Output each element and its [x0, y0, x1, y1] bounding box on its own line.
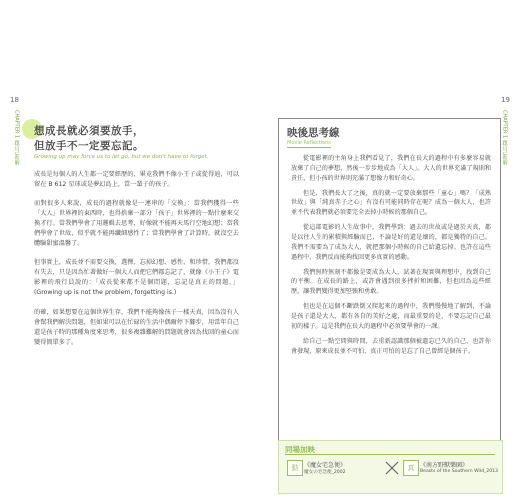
related-movie-subtitle: 魔女の宅急便_2002 — [304, 470, 346, 475]
chapter-side-tab-left — [11, 110, 21, 168]
pull-quote — [34, 124, 144, 154]
paragraph: 從這部電影的人生故事中，我們學到：過去的世故或是過於天真，都是以往人生的累積與經驗而已，不論是好的還是壞的，都是獨特的自己。我們不需要為了成為大人，就把那個小時候的自己給遺忘掉。也許在這些過程中，我們反而能夠找回更多真實的感動。 — [291, 224, 491, 261]
related-movie-title: 《魔女宅急便》 — [304, 462, 347, 469]
pull-quote-line-2: 但放手不一定要忘記。 — [34, 139, 144, 152]
chapter-label: CHAPTER 1 — [501, 110, 508, 139]
paragraph: 給自己一點空間與時間，去重新認識那個被遺忘已久的自己，也許你會發現，原來成長並不可怕，真正可怕的是忘了自己曾經是個孩子。 — [291, 337, 491, 355]
paragraph: 但也是在這個不斷跌倒又爬起來的過程中，我們慢慢地了解到，不論是孩子還是大人，都有各自的美好之處，而最重要的是，不要忘記自己最初的樣子。這是我們在長大的過程中必須要學會的一課。 — [291, 303, 491, 330]
divider — [285, 454, 495, 455]
paragraph: 的確，如果想要在這個世界生存，我們不能夠像孩子一樣天真，因為沒有人會幫我們解決問題，但如果可以在忙碌的生活中偶爾停下腳步，用當年自己還是孩子時的那種角度來思考，很多複雜難解的問題就會因為找回的童心而變得簡單多了。 — [34, 308, 239, 346]
left-body-text — [34, 170, 239, 357]
page-number-left: 18 — [10, 96, 19, 104]
pull-quote-line-1: 想成長就必須要放手， — [34, 125, 144, 137]
movie-reflection-box — [278, 118, 501, 442]
paragraph: 我們無時無刻不都像是要成為大人，試著在現實與理想中，找到自己的平衡。在成長的路上，或許會遇到很多挫折和困難，但也因為這些經歷，讓我們變得更加堅強和勇敢。 — [291, 268, 491, 296]
pull-quote-english: Growing up may force us to let go, but we don't have to forget. — [34, 154, 209, 160]
paragraph: 但事實上，成長並不需要交換，選擇、忘掉幻想、感性、和珍惜，我們都沒有失去，只是因為忙著做好一個大人而把它們都忘記了，就像《小王子》電影裡的飛行員說的：「成長從來都不是個問題，忘記是真正的問題。」(Growing up is not the problem, forgetting is.) — [34, 259, 239, 297]
right-page — [260, 0, 520, 500]
related-movies-panel — [278, 440, 503, 494]
box-subtitle: Movie Reflections — [287, 140, 331, 146]
related-movie-title: 《南方野獸樂園》 — [420, 462, 469, 469]
paragraph: 而對很多人來說，成長的過程就像是一連串的「交換」：當我們獲得一些「大人」世界裡的東西時，也得捨棄一部分「孩子」世界裡的一點什麼來交換才行。當我們學會了用邏輯去思考，好像就不能再天馬行空地幻想；當我們學會了世故，似乎就不能再纖細感性了；當我們學會了計算時，就沒空去體驗甜蜜溫馨了。 — [34, 200, 239, 248]
box-title: 映後思考線 — [287, 127, 340, 139]
paragraph: 成長是每個人的人生都一定要經歷的，畢竟我們不像小王子或從得迪，可以留在 B 612 星球或是夢幻島上，當一輩子的孩子。 — [34, 171, 239, 189]
paragraph: 但是，我們長大了之後，真的就一定要放棄那些「童心」嗎？「成熟世故」與「純真赤子之心」有沒有可能同時存在呢？成為一個大人，也許並不代表我們就必須要完全丟掉小時候的那個自己。 — [291, 189, 491, 217]
chapter-label: CHAPTER 1 — [13, 110, 20, 139]
chapter-title: 跟自己和解 — [501, 140, 508, 166]
chapter-title: 跟自己和解 — [13, 140, 20, 166]
page-number-right: 19 — [501, 96, 510, 104]
live-action-badge-icon: 真 — [403, 460, 419, 476]
cross-icon — [384, 460, 400, 476]
box-body-text — [291, 154, 491, 361]
paragraph: 從電影裡的主角身上我們看見了，我們在長大的過程中有多麼容易就放棄了自己的夢想，然後一步步地成為「大人」。大人的世界充滿了規則和責任，但小孩的世界則充滿了想像力和好奇心。 — [291, 155, 491, 182]
related-title: 同場加映 — [285, 445, 315, 454]
related-movie-subtitle: Beasts of the Southern Wild_2013 — [420, 469, 498, 474]
animation-badge-icon: 動 — [287, 460, 303, 476]
